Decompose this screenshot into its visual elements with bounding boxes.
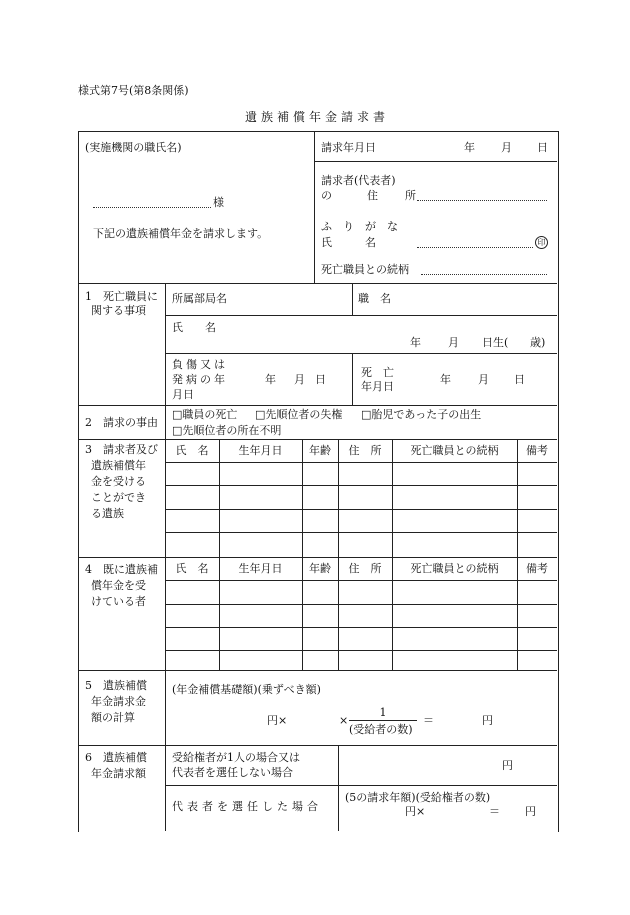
deceased-name-label: 氏 名	[172, 321, 216, 334]
s3-header-age: 年齢	[309, 444, 331, 457]
s6-rep-yen: 円	[525, 805, 536, 818]
reason-forfeit[interactable]: □先順位者の失権	[255, 408, 343, 421]
s4-header-birth: 生年月日	[238, 562, 283, 575]
birth-year: 年	[410, 336, 421, 349]
death-day: 日	[514, 373, 525, 386]
s3-header-relation: 死亡職員との続柄	[410, 444, 499, 457]
s5-yen: 円	[482, 714, 493, 727]
s6-single-1: 受給権者が1人の場合又は	[172, 751, 300, 764]
reason-birth[interactable]: □胎児であった子の出生	[361, 408, 482, 421]
s4-label-1: 4 既に遺族補	[85, 563, 158, 576]
s5-numerator: 1	[379, 706, 387, 719]
injury-label-1: 負傷又は	[172, 358, 228, 371]
reason-death[interactable]: □職員の死亡	[172, 408, 238, 421]
seal-icon: 印	[535, 236, 548, 249]
s5-denominator: (受給者の数)	[349, 723, 413, 736]
relation-field[interactable]	[421, 274, 547, 275]
s1-label-1: 1 死亡職員に	[85, 290, 158, 303]
org-label: (実施機関の職氏名)	[85, 141, 182, 154]
s3-header-remarks: 備考	[526, 444, 548, 457]
no-label: の	[321, 189, 332, 202]
post-label: 職 名	[358, 292, 391, 305]
s3-label-3: 金を受ける	[91, 475, 146, 488]
s5-label-1: 5 遺族補償	[85, 679, 147, 692]
s6-rep-equals: ＝	[489, 805, 500, 818]
s4-label-2: 償年金を受	[91, 579, 146, 592]
relation-label: 死亡職員との続柄	[321, 263, 409, 276]
request-date-label: 請求年月日	[321, 141, 376, 154]
dept-label: 所属部局名	[172, 292, 227, 305]
s6-single-yen: 円	[502, 759, 513, 772]
s3-header-name: 氏 名	[175, 444, 209, 457]
form-title: 遺族補償年金請求書	[245, 110, 390, 124]
injury-label-3: 月日	[172, 388, 194, 401]
s5-base-label: (年金補償基礎額)(乗ずべき額)	[172, 683, 321, 696]
s4-label-3: けている者	[91, 595, 146, 608]
s6-rep-calc: (5の請求年額)(受給権者の数)	[345, 791, 491, 804]
s5-yen-x: 円×	[267, 714, 288, 727]
claimant-label: 請求者(代表者)	[321, 174, 396, 187]
day-label: 日	[537, 141, 548, 154]
address-field[interactable]	[417, 200, 547, 201]
request-text: 下記の遺族補償年金を請求します。	[93, 227, 269, 240]
s4-header-address: 住 所	[348, 562, 382, 575]
injury-year: 年	[265, 373, 276, 386]
s6-label-2: 年金請求額	[91, 767, 146, 780]
org-name-field[interactable]	[93, 207, 211, 208]
s6-rep-label: 代表者を選任した場合	[172, 800, 322, 813]
death-month: 月	[478, 373, 489, 386]
s5-equals: ＝	[423, 714, 434, 727]
death-label-2: 年月日	[361, 380, 394, 393]
s4-header-remarks: 備考	[526, 562, 548, 575]
birth-day: 日生(	[482, 336, 509, 349]
s3-label-5: る遺族	[91, 507, 124, 520]
furigana-label: ふ り が な	[321, 220, 398, 233]
s3-header-birth: 生年月日	[238, 444, 283, 457]
sama-label: 様	[213, 196, 224, 209]
s5-times: ×	[339, 714, 349, 727]
s3-label-4: ことができ	[91, 491, 146, 504]
year-label: 年	[464, 141, 475, 154]
birth-age: 歳)	[530, 336, 546, 349]
s4-header-age: 年齢	[309, 562, 331, 575]
s2-label: 2 請求の事由	[85, 416, 158, 429]
injury-label-2: 発病の年	[172, 373, 228, 386]
death-label-1: 死 亡	[361, 366, 394, 379]
birth-month: 月	[448, 336, 459, 349]
s6-rep-yen-x: 円×	[405, 805, 426, 818]
s3-header-address: 住 所	[348, 444, 382, 457]
s4-header-relation: 死亡職員との続柄	[410, 562, 499, 575]
month-label: 月	[501, 141, 512, 154]
s3-label-1: 3 請求者及び	[85, 443, 158, 456]
name-label: 氏 名	[321, 236, 376, 249]
s5-label-2: 年金請求金	[91, 695, 146, 708]
s3-label-2: 遺族補償年	[91, 459, 146, 472]
s6-label-1: 6 遺族補償	[85, 751, 147, 764]
s1-label-2: 関する事項	[91, 304, 146, 317]
claimant-name-field[interactable]	[417, 247, 533, 248]
reason-missing[interactable]: □先順位者の所在不明	[172, 424, 282, 437]
s5-label-3: 額の計算	[91, 711, 135, 724]
injury-month: 月	[294, 373, 305, 386]
s6-single-2: 代表者を選任しない場合	[172, 766, 293, 779]
s4-header-name: 氏 名	[175, 562, 209, 575]
s5-fraction-line	[349, 720, 417, 721]
form-number: 様式第7号(第8条関係)	[78, 84, 189, 97]
injury-day: 日	[315, 373, 326, 386]
death-year: 年	[440, 373, 451, 386]
address-label: 住 所	[367, 189, 424, 202]
